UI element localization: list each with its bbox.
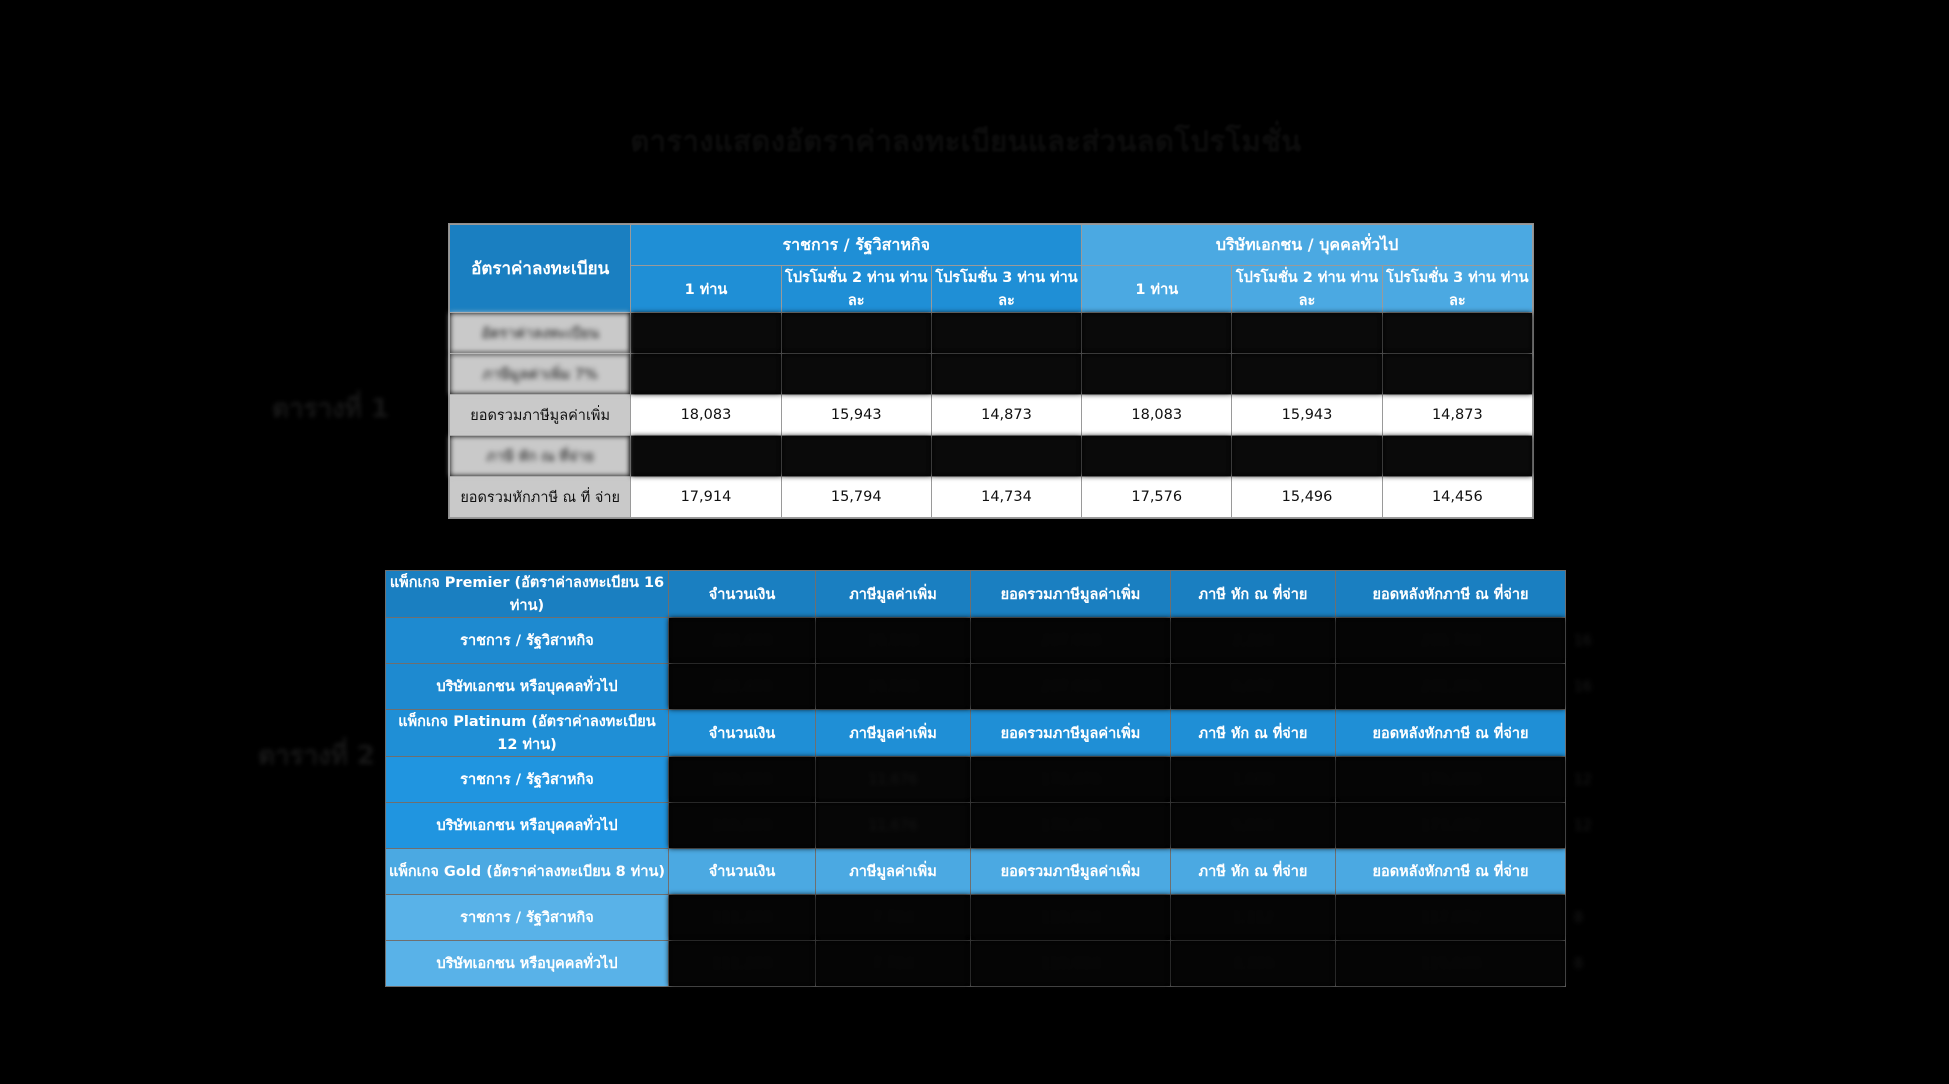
package-col-net: ยอดหลังหักภาษี ณ ที่จ่าย	[1336, 710, 1566, 757]
package-name-platinum: แพ็กเกจ Platinum (อัตราค่าลงทะเบียน 12 ท่าน)	[386, 710, 669, 757]
package-side-note: 12	[1574, 771, 1592, 788]
package-cell: 15,568	[816, 618, 971, 664]
table-row	[450, 395, 1533, 436]
rate-cell: 17,576	[1082, 477, 1232, 518]
package-side-note	[1566, 710, 1610, 757]
package-cell: 231,296	[1336, 664, 1566, 710]
package-cell: 176,808	[1336, 757, 1566, 803]
side-caption-second: ตารางที่ 2	[258, 741, 376, 771]
package-col-vat: ภาษีมูลค่าเพิ่ม	[816, 571, 971, 618]
package-cell: 3,336	[1171, 941, 1336, 987]
package-side-note	[1566, 571, 1610, 618]
package-side-note: 12	[1574, 817, 1592, 834]
rate-cell: 15,943	[1232, 395, 1382, 436]
package-header-platinum	[386, 710, 1610, 757]
package-side-note: 8	[1574, 955, 1583, 972]
table-row	[386, 618, 1610, 664]
rate-cell: 973	[931, 354, 1081, 395]
package-col-net: ยอดหลังหักภาษี ณ ที่จ่าย	[1336, 849, 1566, 895]
table-row	[386, 664, 1610, 710]
rate-cell: 1,183	[1082, 354, 1232, 395]
rate-cell: 14,900	[781, 313, 931, 354]
rate-cell: 16,900	[631, 313, 781, 354]
rate-row-label: อัตราค่าลงทะเบียน	[450, 313, 631, 354]
rate-cell: 139	[931, 436, 1081, 477]
table-row	[450, 477, 1533, 518]
rate-cell: 13,900	[1382, 313, 1532, 354]
table-row	[386, 757, 1610, 803]
rate-table-corner-label: อัตราค่าลงทะเบียน	[450, 225, 631, 313]
package-col-wht: ภาษี หัก ณ ที่จ่าย	[1171, 571, 1336, 618]
rate-cell: 417	[1382, 436, 1532, 477]
package-cell: 7,784	[816, 895, 971, 941]
package-cell: 115,648	[1336, 941, 1566, 987]
package-row-label: บริษัทเอกชน หรือบุคคลทั่วไป	[386, 664, 669, 710]
package-side-note: 16	[1574, 678, 1592, 695]
package-row-label: บริษัทเอกชน หรือบุคคลทั่วไป	[386, 803, 669, 849]
package-cell: 2,224	[1171, 618, 1336, 664]
rate-cell: 14,873	[931, 395, 1081, 436]
package-cell: 235,744	[1336, 618, 1566, 664]
package-col-total-vat: ยอดรวมภาษีมูลค่าเพิ่ม	[971, 849, 1171, 895]
rate-cell: 18,083	[1082, 395, 1232, 436]
rate-cell: 14,456	[1382, 477, 1532, 518]
rate-table	[448, 223, 1534, 519]
table-row	[386, 803, 1610, 849]
table-row	[450, 313, 1533, 354]
rate-cell: 18,083	[631, 395, 781, 436]
package-cell: 5,004	[1171, 803, 1336, 849]
package-cell: 178,476	[971, 803, 1171, 849]
package-cell: 6,672	[1171, 664, 1336, 710]
rate-cell: 15,496	[1232, 477, 1382, 518]
rate-table-group-government: ราชการ / รัฐวิสาหกิจ	[631, 225, 1082, 266]
package-row-label: ราชการ / รัฐวิสาหกิจ	[386, 895, 669, 941]
rate-cell: 16,900	[1082, 313, 1232, 354]
rate-cell: 15,794	[781, 477, 931, 518]
package-row-label: ราชการ / รัฐวิสาหกิจ	[386, 757, 669, 803]
rate-table-subheader-gov-1: 1 ท่าน	[631, 266, 781, 313]
rate-table-subheader-gov-3: โปรโมชั่น 3 ท่าน ท่านละ	[931, 266, 1081, 313]
package-cell: 166,800	[669, 803, 816, 849]
rate-cell: 1,043	[1232, 354, 1382, 395]
package-col-total-vat: ยอดรวมภาษีมูลค่าเพิ่ม	[971, 571, 1171, 618]
package-cell: 117,872	[1336, 895, 1566, 941]
rate-table-group-private: บริษัทเอกชน / บุคคลทั่วไป	[1082, 225, 1533, 266]
package-col-amount: จำนวนเงิน	[669, 849, 816, 895]
package-cell: 111,200	[669, 895, 816, 941]
package-cell: 15,568	[816, 664, 971, 710]
package-col-wht: ภาษี หัก ณ ที่จ่าย	[1171, 710, 1336, 757]
package-cell: 173,472	[1336, 803, 1566, 849]
rate-cell: 1,183	[631, 354, 781, 395]
package-col-vat: ภาษีมูลค่าเพิ่ม	[816, 710, 971, 757]
rate-row-label: ภาษีมูลค่าเพิ่ม 7%	[450, 354, 631, 395]
side-caption-first: ตารางที่ 1	[272, 394, 390, 424]
package-cell: 11,676	[816, 757, 971, 803]
package-cell: 111,200	[669, 941, 816, 987]
package-name-gold: แพ็กเกจ Gold (อัตราค่าลงทะเบียน 8 ท่าน)	[386, 849, 669, 895]
rate-cell: 14,734	[931, 477, 1081, 518]
table-row	[450, 354, 1533, 395]
package-cell: 1,668	[1171, 757, 1336, 803]
page-title: ตารางแสดงอัตราค่าลงทะเบียนและส่วนลดโปรโมชั่น	[630, 124, 1302, 158]
package-cell: 7,784	[816, 941, 971, 987]
package-cell: 1,112	[1171, 895, 1336, 941]
rate-row-label: ภาษี หัก ณ ที่จ่าย	[450, 436, 631, 477]
package-side-note: 16	[1574, 632, 1592, 649]
rate-row-label: ยอดรวมภาษีมูลค่าเพิ่ม	[450, 395, 631, 436]
rate-table-subheader-gov-2: โปรโมชั่น 2 ท่าน ท่านละ	[781, 266, 931, 313]
rate-table-subheader-priv-2: โปรโมชั่น 2 ท่าน ท่านละ	[1232, 266, 1382, 313]
package-col-total-vat: ยอดรวมภาษีมูลค่าเพิ่ม	[971, 710, 1171, 757]
package-col-wht: ภาษี หัก ณ ที่จ่าย	[1171, 849, 1336, 895]
table-row	[386, 895, 1610, 941]
package-cell: 118,984	[971, 941, 1171, 987]
package-header-premier	[386, 571, 1610, 618]
package-cell: 237,968	[971, 664, 1171, 710]
rate-cell: 169	[631, 436, 781, 477]
rate-table-subheader-priv-3: โปรโมชั่น 3 ท่าน ท่านละ	[1382, 266, 1532, 313]
rate-cell: 17,914	[631, 477, 781, 518]
rate-cell: 149	[781, 436, 931, 477]
table-row	[450, 436, 1533, 477]
package-cell: 222,400	[669, 664, 816, 710]
package-row-label: บริษัทเอกชน หรือบุคคลทั่วไป	[386, 941, 669, 987]
rate-cell: 1,043	[781, 354, 931, 395]
package-cell: 178,476	[971, 757, 1171, 803]
package-header-gold	[386, 849, 1610, 895]
package-cell: 11,676	[816, 803, 971, 849]
rate-table-header-row-1	[450, 225, 1533, 266]
package-cell: 237,968	[971, 618, 1171, 664]
rate-cell: 14,900	[1232, 313, 1382, 354]
rate-cell: 507	[1082, 436, 1232, 477]
rate-cell: 14,873	[1382, 395, 1532, 436]
rate-cell: 447	[1232, 436, 1382, 477]
package-name-premier: แพ็กเกจ Premier (อัตราค่าลงทะเบียน 16 ท่าน)	[386, 571, 669, 618]
package-col-net: ยอดหลังหักภาษี ณ ที่จ่าย	[1336, 571, 1566, 618]
package-col-amount: จำนวนเงิน	[669, 710, 816, 757]
rate-cell: 973	[1382, 354, 1532, 395]
rate-cell: 13,900	[931, 313, 1081, 354]
package-cell: 166,800	[669, 757, 816, 803]
package-side-note: 8	[1574, 909, 1583, 926]
package-side-note	[1566, 849, 1610, 895]
rate-cell: 15,943	[781, 395, 931, 436]
package-col-vat: ภาษีมูลค่าเพิ่ม	[816, 849, 971, 895]
package-col-amount: จำนวนเงิน	[669, 571, 816, 618]
rate-table-subheader-priv-1: 1 ท่าน	[1082, 266, 1232, 313]
package-cell: 118,984	[971, 895, 1171, 941]
package-row-label: ราชการ / รัฐวิสาหกิจ	[386, 618, 669, 664]
table-row	[386, 941, 1610, 987]
package-table	[385, 570, 1592, 987]
rate-row-label: ยอดรวมหักภาษี ณ ที่ จ่าย	[450, 477, 631, 518]
package-cell: 222,400	[669, 618, 816, 664]
